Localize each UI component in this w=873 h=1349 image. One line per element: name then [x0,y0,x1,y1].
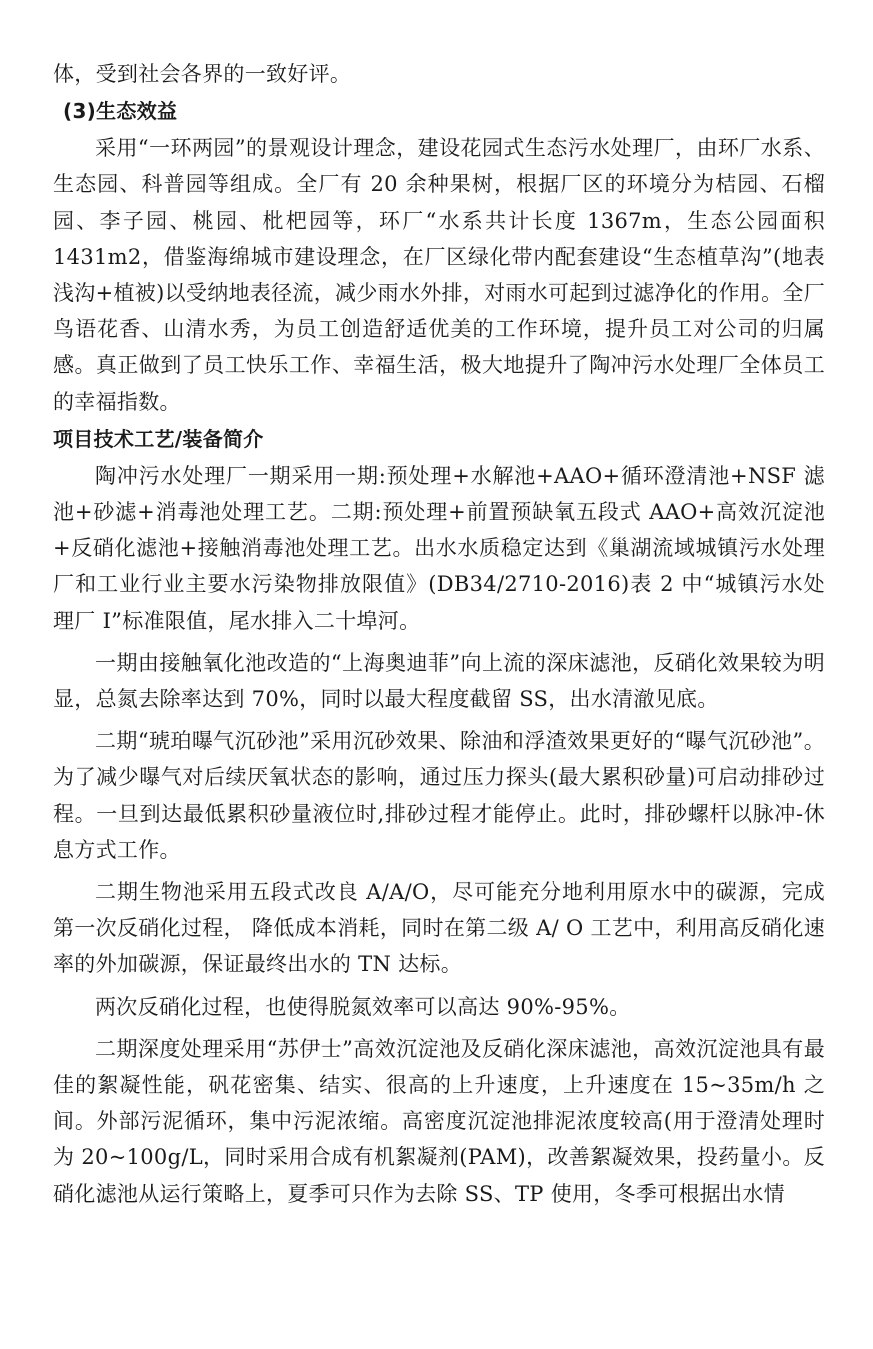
document-page [53,56,825,1212]
paragraph-grit-chamber: 二期“琥珀曝气沉砂池”采用沉砂效果、除油和浮渣效果更好的“曝气沉砂池”。为了减少曝气对后续厌氧状态的影响，通过压力探头(最大累积砂量)可启动排砂过程。一旦到达最低累积砂量液位时,排砂过程才能停止。此时，排砂螺杆以脉冲-休息方式工作。 [53,729,825,862]
paragraph-denitrification: 两次反硝化过程，也使得脱氮效率可以高达 90%-95%。 [95,994,631,1019]
paragraph-advanced-treatment: 二期深度处理采用“苏伊士”高效沉淀池及反硝化深床滤池，高效沉淀池具有最佳的絮凝性能，矾花密集、结实、很高的上升速度，上升速度在 15~35m/h 之间。外部污泥循环，集中污泥浓缩。高密度沉淀池排泥浓度较高(用于澄清处理时为 20~100g/L，同时采用合成有机絮凝剂(PAM)，改善絮凝效果，投药量小。反硝化滤池从运行策略上，夏季可只作为去除 SS、TP 使用，冬季可根据出水情 [53,1036,825,1206]
paragraph-process-overview: 陶冲污水处理厂一期采用一期:预处理+水解池+AAO+循环澄清池+NSF 滤池+砂滤+消毒池处理工艺。二期:预处理+前置预缺氧五段式 AAO+高效沉淀池+反硝化滤池+接触消毒池处理工艺。出水水质稳定达到《巢湖流域城镇污水处理厂和工业行业主要水污染物排放限值》(DB34/2710-2016)表 2 中“城镇污水处理厂 I”标准限值，尾水排入二十埠河。 [53,463,825,633]
section-heading-technology: 项目技术工艺/装备简介 [53,426,264,451]
paragraph-bio-tank: 二期生物池采用五段式改良 A/A/O，尽可能充分地利用原水中的碳源，完成第一次反硝化过程， 降低成本消耗，同时在第二级 A/ O 工艺中，利用高反硝化速率的外加碳源，保证最终出水的 TN 达标。 [53,880,825,977]
paragraph-phase-one-filter: 一期由接触氧化池改造的“上海奥迪菲”向上流的深床滤池，反硝化效果较为明显，总氮去除率达到 70%，同时以最大程度截留 SS，出水清澈见底。 [53,650,825,712]
paragraph-ecological-benefits: 采用“一环两园”的景观设计理念，建设花园式生态污水处理厂，由环厂水系、生态园、科普园等组成。全厂有 20 余种果树，根据厂区的环境分为桔园、石榴园、李子园、桃园、枇杷园等，环厂“水系共计长度 1367m，生态公园面积 1431m2，借鉴海绵城市建设理念，在厂区绿化带内配套建设“生态植草沟”(地表浅沟+植被)以受纳地表径流，减少雨水外排，对雨水可起到过滤净化的作用。全厂鸟语花香、山清水秀，为员工创造舒适优美的工作环境，提升员工对公司的归属感。真正做到了员工快乐工作、幸福生活，极大地提升了陶冲污水处理厂全体员工的幸福指数。 [53,136,825,414]
section-heading-ecological-benefits: (3)生态效益 [63,99,178,124]
paragraph-continuation: 体，受到社会各界的一致好评。 [53,62,352,86]
